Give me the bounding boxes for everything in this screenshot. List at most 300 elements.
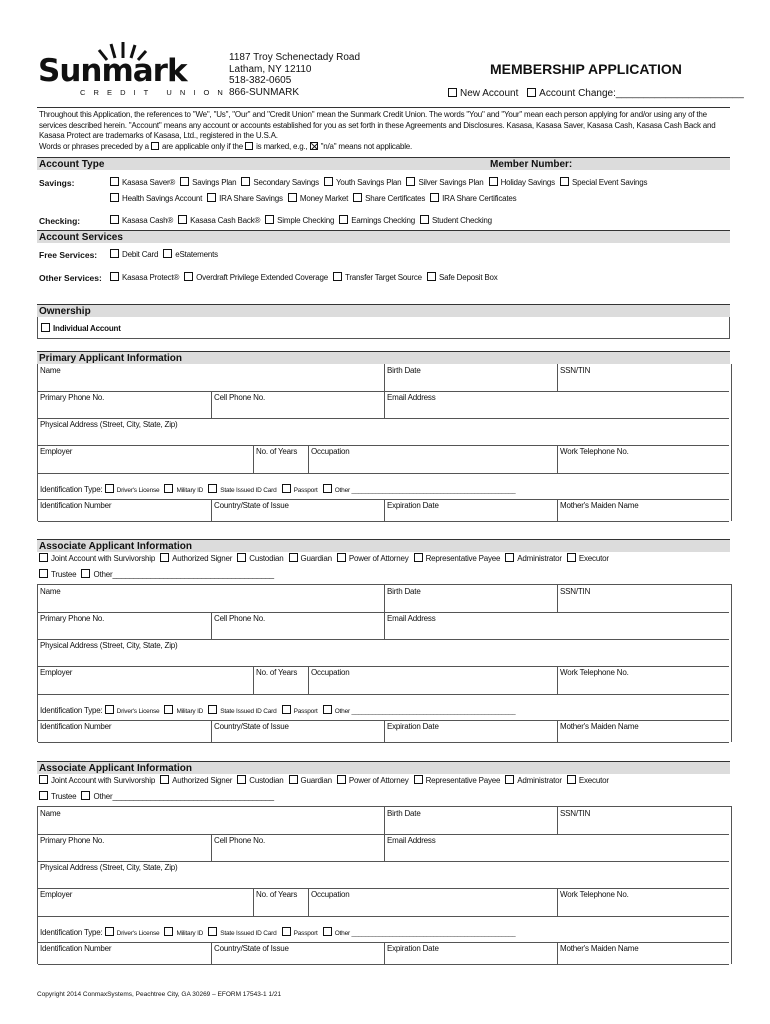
services-free-0-label: Debit Card	[122, 250, 159, 259]
labels-expiration-label: Expiration Date	[387, 501, 439, 510]
opt-debit-card[interactable]	[110, 249, 158, 259]
maiden-name-field[interactable]	[557, 942, 730, 964]
checkbox[interactable]	[324, 177, 333, 186]
expiration-field[interactable]	[384, 720, 557, 742]
associate-roles-3-label: Guardian	[300, 776, 332, 785]
checkbox[interactable]	[337, 775, 346, 784]
associate-roles-3-label: Guardian	[300, 554, 332, 563]
labels-primary-phone-label: Primary Phone No.	[40, 836, 105, 845]
labels-occupation-label: Occupation	[311, 890, 350, 899]
checkbox[interactable]	[420, 215, 429, 224]
id-number-field[interactable]	[38, 720, 211, 742]
checkbox[interactable]	[184, 272, 193, 281]
checkbox[interactable]	[560, 177, 569, 186]
labels-id-number-label: Identification Number	[40, 944, 112, 953]
role-other[interactable]	[81, 569, 273, 579]
id-drivers-license-checkbox[interactable]	[105, 484, 114, 493]
work-phone-field[interactable]	[557, 666, 730, 694]
address-field[interactable]	[38, 639, 729, 666]
intro-p2d-label: "n/a" means not applicable.	[320, 141, 413, 151]
expiration-field[interactable]	[384, 499, 557, 521]
account-type-savings-row2-2-label: Money Market	[299, 194, 349, 203]
associate-roles-2-label: Custodian	[249, 776, 284, 785]
labels-address-label: Physical Address (Street, City, State, Zip)	[40, 420, 178, 429]
occupation-field[interactable]	[308, 888, 557, 916]
id-state-card-checkbox[interactable]	[208, 484, 217, 493]
labels-id-types-0-label: Driver's License	[116, 487, 160, 494]
opt-youth-savings[interactable]	[324, 177, 402, 187]
country-field[interactable]	[211, 720, 384, 742]
labels-id-types-1-label: Military ID	[176, 930, 204, 937]
birth-date-field[interactable]	[384, 364, 557, 391]
checkbox[interactable]	[353, 193, 362, 202]
checkbox[interactable]	[81, 569, 90, 578]
associate-roles-5-label: Representative Payee	[425, 554, 501, 563]
associate-roles-2	[39, 775, 614, 785]
opt-simple-checking[interactable]	[265, 215, 334, 225]
labels-id-types-2-label: State Issued ID Card	[220, 930, 277, 937]
years-field[interactable]	[253, 666, 308, 694]
maiden-name-field[interactable]	[557, 499, 730, 521]
labels-id-types-1-label: Military ID	[176, 708, 204, 715]
labels-maiden-label: Mother's Maiden Name	[560, 501, 639, 510]
checkbox[interactable]	[39, 775, 48, 784]
checking-label: Checking:	[39, 216, 81, 226]
account-type-savings-row2-0-label: Health Savings Account	[122, 194, 203, 203]
account-change-label: Account Change:_______________________	[539, 88, 744, 99]
maiden-name-field[interactable]	[557, 720, 730, 742]
labels-primary-phone-label: Primary Phone No.	[40, 393, 105, 402]
id-number-field[interactable]	[38, 499, 211, 521]
labels-id-types-0-label: Driver's License	[116, 930, 160, 937]
opt-savings-plan[interactable]	[180, 177, 236, 187]
phone-alt: 866-SUNMARK	[229, 86, 300, 98]
cell-phone-field[interactable]	[211, 612, 384, 639]
checkbox[interactable]	[163, 249, 172, 258]
occupation-field[interactable]	[308, 445, 557, 473]
labels-maiden-label: Mother's Maiden Name	[560, 944, 639, 953]
account-change-checkbox[interactable]	[527, 88, 536, 97]
ownership-heading	[37, 304, 730, 317]
checkbox[interactable]	[237, 775, 246, 784]
account-type-checking-0-label: Kasasa Cash®	[122, 216, 174, 225]
savings-label: Savings:	[39, 178, 75, 188]
opt-transfer-target[interactable]	[333, 272, 422, 282]
intro-legend	[39, 142, 728, 153]
country-field[interactable]	[211, 942, 384, 964]
associate-other-label: Other______________________________________	[93, 570, 274, 579]
checkbox[interactable]	[110, 193, 119, 202]
checkbox[interactable]	[237, 553, 246, 562]
labels-id-type-label: Identification Type:	[40, 485, 103, 494]
associate-roles-1b	[39, 569, 279, 579]
id-military-checkbox[interactable]	[164, 927, 173, 936]
account-type-heading-label: Account Type	[39, 159, 105, 170]
checkbox[interactable]	[39, 569, 48, 578]
labels-cell-phone-label: Cell Phone No.	[214, 393, 266, 402]
checkbox[interactable]	[289, 775, 298, 784]
opt-special-event-savings[interactable]	[560, 177, 647, 187]
labels-id-types-0-label: Driver's License	[116, 708, 160, 715]
role-administrator[interactable]	[505, 775, 562, 785]
address-line1: 1187 Troy Schenectady Road	[229, 52, 361, 63]
labels-years-label: No. of Years	[256, 890, 298, 899]
opt-hsa[interactable]	[110, 193, 202, 203]
checkbox[interactable]	[241, 177, 250, 186]
labels-email-label: Email Address	[387, 836, 436, 845]
opt-kasasa-cash[interactable]	[110, 215, 173, 225]
new-account-checkbox[interactable]	[448, 88, 457, 97]
services-other-2-label: Transfer Target Source	[344, 273, 422, 282]
account-type-checking-1-label: Kasasa Cash Back®	[190, 216, 261, 225]
id-type-row	[40, 484, 515, 494]
email-field[interactable]	[384, 612, 730, 639]
associate-roles-5-label: Representative Payee	[425, 776, 501, 785]
role-representative-payee[interactable]	[414, 553, 501, 563]
checkbox[interactable]	[339, 215, 348, 224]
labels-cell-phone-label: Cell Phone No.	[214, 614, 266, 623]
expiration-field[interactable]	[384, 942, 557, 964]
labels-id-type-label: Identification Type:	[40, 706, 103, 715]
labels-id-other-label: Other ________________________________________________	[334, 930, 516, 937]
labels-id-number-label: Identification Number	[40, 722, 112, 731]
role-joint[interactable]	[39, 553, 155, 563]
checkbox[interactable]	[333, 272, 342, 281]
labels-work-phone-label: Work Telephone No.	[560, 668, 629, 677]
account-type-heading	[37, 157, 730, 170]
work-phone-field[interactable]	[557, 445, 730, 473]
role-executor[interactable]	[567, 775, 609, 785]
checkbox[interactable]	[489, 177, 498, 186]
checkbox[interactable]	[265, 215, 274, 224]
role-trustee[interactable]	[39, 569, 76, 579]
checkbox[interactable]	[430, 193, 439, 202]
role-custodian[interactable]	[237, 553, 283, 563]
cell-phone-field[interactable]	[211, 391, 384, 418]
associate-applicant-section-2	[37, 806, 732, 964]
checkbox[interactable]	[505, 775, 514, 784]
labels-primary-phone-label: Primary Phone No.	[40, 614, 105, 623]
opt-money-market[interactable]	[288, 193, 348, 203]
role-other[interactable]	[81, 791, 273, 801]
role-authorized-signer[interactable]	[160, 553, 232, 563]
opt-ira-share-certificates[interactable]	[430, 193, 516, 203]
associate-roles-7-label: Executor	[578, 554, 609, 563]
address-block	[229, 52, 360, 98]
free-services-label: Free Services:	[39, 250, 98, 260]
email-field[interactable]	[384, 391, 730, 418]
years-field[interactable]	[253, 888, 308, 916]
labels-email-label: Email Address	[387, 393, 436, 402]
services-other-3-label: Safe Deposit Box	[438, 273, 498, 282]
role-guardian[interactable]	[289, 553, 332, 563]
checkbox[interactable]	[414, 775, 423, 784]
labels-cell-phone-label: Cell Phone No.	[214, 836, 266, 845]
opt-individual-account[interactable]	[41, 323, 121, 333]
account-type-savings-row1-4-label: Silver Savings Plan	[418, 178, 484, 187]
new-account-label: New Account	[460, 88, 519, 99]
id-state-card-checkbox[interactable]	[208, 927, 217, 936]
labels-occupation-label: Occupation	[311, 668, 350, 677]
labels-occupation-label: Occupation	[311, 447, 350, 456]
services-other-1-label: Overdraft Privilege Extended Coverage	[196, 273, 328, 282]
savings-options-row2	[110, 193, 521, 203]
labels-address-label: Physical Address (Street, City, State, Zip)	[40, 641, 178, 650]
account-type-checking-3-label: Earnings Checking	[351, 216, 415, 225]
employer-field[interactable]	[38, 666, 253, 694]
address-field[interactable]	[38, 418, 729, 445]
id-type-row	[40, 705, 515, 715]
intro-p2b-label: are applicable only if the	[161, 141, 244, 151]
opt-ira-share-savings[interactable]	[207, 193, 283, 203]
member-number-label: Member Number:	[490, 159, 573, 170]
labels-years-label: No. of Years	[256, 447, 298, 456]
intro-p2a-label: Words or phrases preceded by a	[39, 141, 149, 151]
cell-phone-field[interactable]	[211, 834, 384, 861]
checkbox[interactable]	[110, 249, 119, 258]
other-services-options	[110, 272, 503, 282]
labels-id-types-2-label: State Issued ID Card	[220, 487, 277, 494]
associate-roles-7-label: Executor	[578, 776, 609, 785]
savings-options-row1	[110, 177, 652, 187]
labels-name-label: Name	[40, 587, 61, 596]
labels-years-label: No. of Years	[256, 668, 298, 677]
associate-other-label: Other______________________________________	[93, 792, 274, 801]
associate-roles-1-label: Authorized Signer	[172, 776, 233, 785]
intro-box	[37, 107, 730, 156]
labels-employer-label: Employer	[40, 890, 73, 899]
checkbox[interactable]	[289, 553, 298, 562]
occupation-field[interactable]	[308, 666, 557, 694]
opt-kasasa-protect[interactable]	[110, 272, 179, 282]
opt-secondary-savings[interactable]	[241, 177, 319, 187]
associate-roles-6-label: Administrator	[517, 554, 562, 563]
checkbox[interactable]	[110, 272, 119, 281]
associate-roles-2b	[39, 791, 279, 801]
other-services-label: Other Services:	[39, 273, 102, 283]
name-field[interactable]	[38, 585, 384, 612]
opt-student-checking[interactable]	[420, 215, 492, 225]
role-representative-payee[interactable]	[414, 775, 501, 785]
id-other-checkbox[interactable]	[323, 927, 332, 936]
id-passport-checkbox[interactable]	[282, 484, 291, 493]
labels-id-types-1-label: Military ID	[176, 487, 204, 494]
name-field[interactable]	[38, 807, 384, 834]
services-other-0-label: Kasasa Protect®	[122, 273, 180, 282]
associate-applicant-heading-1	[37, 539, 730, 552]
checkbox[interactable]	[110, 177, 119, 186]
address-line2: Latham, NY 12110	[229, 63, 312, 75]
legend-checkbox	[151, 142, 159, 150]
logo	[38, 40, 226, 97]
free-services-options	[110, 249, 223, 259]
role-custodian[interactable]	[237, 775, 283, 785]
checkbox[interactable]	[160, 775, 169, 784]
labels-id-type-label: Identification Type:	[40, 928, 103, 937]
associate-applicant-heading-2	[37, 761, 730, 774]
associate-roles-1-label: Authorized Signer	[172, 554, 233, 563]
legend-checked-checkbox	[310, 142, 318, 150]
checkbox[interactable]	[505, 553, 514, 562]
services-heading-label: Account Services	[39, 232, 123, 243]
opt-overdraft-privilege[interactable]	[184, 272, 328, 282]
associate-trustee-label: Trustee	[51, 570, 77, 579]
labels-id-other-label: Other ________________________________________________	[334, 708, 516, 715]
associate-roles-2-label: Custodian	[249, 554, 284, 563]
associate-roles-0-label: Joint Account with Survivorship	[51, 776, 156, 785]
role-guardian[interactable]	[289, 775, 332, 785]
account-type-savings-row1-1-label: Savings Plan	[192, 178, 237, 187]
labels-id-types-3-label: Passport	[293, 708, 318, 715]
checkbox[interactable]	[414, 553, 423, 562]
checkbox[interactable]	[288, 193, 297, 202]
labels-id-other-label: Other ________________________________________________	[334, 487, 516, 494]
checkbox[interactable]	[110, 215, 119, 224]
id-passport-checkbox[interactable]	[282, 705, 291, 714]
id-number-field[interactable]	[38, 942, 211, 964]
page-title: MEMBERSHIP APPLICATION	[490, 61, 682, 77]
intro-p2c-label: is marked, e.g.,	[256, 141, 308, 151]
opt-earnings-checking[interactable]	[339, 215, 415, 225]
checkbox[interactable]	[160, 553, 169, 562]
ssn-field[interactable]	[557, 585, 730, 612]
labels-birth-date-label: Birth Date	[387, 809, 421, 818]
employer-field[interactable]	[38, 445, 253, 473]
id-drivers-license-checkbox[interactable]	[105, 705, 114, 714]
name-field[interactable]	[38, 364, 384, 391]
labels-work-phone-label: Work Telephone No.	[560, 447, 629, 456]
associate-heading-label: Associate Applicant Information	[39, 541, 192, 552]
id-type-row	[40, 927, 515, 937]
checkbox[interactable]	[337, 553, 346, 562]
labels-address-label: Physical Address (Street, City, State, Zip)	[40, 863, 178, 872]
id-other-checkbox[interactable]	[323, 484, 332, 493]
labels-id-types-3-label: Passport	[293, 487, 318, 494]
checkbox[interactable]	[39, 791, 48, 800]
associate-roles-0-label: Joint Account with Survivorship	[51, 554, 156, 563]
primary-phone-field[interactable]	[38, 834, 211, 861]
associate-trustee-label: Trustee	[51, 792, 77, 801]
labels-name-label: Name	[40, 366, 61, 375]
labels-country-label: Country/State of Issue	[214, 501, 289, 510]
checkbox[interactable]	[81, 791, 90, 800]
labels-birth-date-label: Birth Date	[387, 366, 421, 375]
opt-safe-deposit-box[interactable]	[427, 272, 498, 282]
opt-kasasa-cash-back[interactable]	[178, 215, 260, 225]
ownership-heading-label: Ownership	[39, 306, 91, 317]
checkbox[interactable]	[567, 553, 576, 562]
ownership-individual-label: Individual Account	[53, 324, 121, 333]
role-authorized-signer[interactable]	[160, 775, 232, 785]
services-free-1-label: eStatements	[175, 250, 218, 259]
logo-text: Sunmark	[38, 53, 187, 89]
country-field[interactable]	[211, 499, 384, 521]
labels-employer-label: Employer	[40, 447, 73, 456]
years-field[interactable]	[253, 445, 308, 473]
account-status-options	[448, 88, 744, 99]
ssn-field[interactable]	[557, 807, 730, 834]
opt-holiday-savings[interactable]	[489, 177, 555, 187]
employer-field[interactable]	[38, 888, 253, 916]
email-field[interactable]	[384, 834, 730, 861]
labels-id-number-label: Identification Number	[40, 501, 112, 510]
opt-estatements[interactable]	[163, 249, 218, 259]
role-power-of-attorney[interactable]	[337, 553, 409, 563]
primary-phone-field[interactable]	[38, 391, 211, 418]
checkbox[interactable]	[41, 323, 50, 332]
associate-roles-1	[39, 553, 614, 563]
role-power-of-attorney[interactable]	[337, 775, 409, 785]
ownership-box	[37, 317, 730, 339]
primary-heading-label: Primary Applicant Information	[39, 353, 182, 364]
primary-phone-field[interactable]	[38, 612, 211, 639]
id-other-checkbox[interactable]	[323, 705, 332, 714]
id-passport-checkbox[interactable]	[282, 927, 291, 936]
labels-name-label: Name	[40, 809, 61, 818]
opt-share-certificates[interactable]	[353, 193, 425, 203]
labels-birth-date-label: Birth Date	[387, 587, 421, 596]
opt-kasasa-saver[interactable]	[110, 177, 175, 187]
legend-checkbox-2	[245, 142, 253, 150]
checkbox[interactable]	[406, 177, 415, 186]
associate-roles-4-label: Power of Attorney	[348, 554, 409, 563]
labels-country-label: Country/State of Issue	[214, 722, 289, 731]
checkbox[interactable]	[427, 272, 436, 281]
birth-date-field[interactable]	[384, 585, 557, 612]
ssn-field[interactable]	[557, 364, 730, 391]
account-type-checking-4-label: Student Checking	[431, 216, 492, 225]
intro-text: Throughout this Application, the references to "We", "Us", "Our" and "Credit Union" mean the Sunmark Credit Union. The words "You" and "Your" mean each person applying for and/or using any of the services described herein. "Account" means any account or accounts established for you as set forth in these Agreements and Disclosures. Kasasa, Kasasa Saver, Kasasa Cash, Kasasa Cash Back and Kasasa Protect are trademarks of Kasasa, Ltd., registered in the U.S.A.	[39, 110, 716, 140]
associate-applicant-section-1	[37, 584, 732, 742]
labels-work-phone-label: Work Telephone No.	[560, 890, 629, 899]
role-executor[interactable]	[567, 553, 609, 563]
account-type-savings-row1-2-label: Secondary Savings	[253, 178, 319, 187]
role-trustee[interactable]	[39, 791, 76, 801]
birth-date-field[interactable]	[384, 807, 557, 834]
checkbox[interactable]	[207, 193, 216, 202]
checkbox[interactable]	[178, 215, 187, 224]
role-administrator[interactable]	[505, 553, 562, 563]
opt-silver-savings[interactable]	[406, 177, 483, 187]
id-drivers-license-checkbox[interactable]	[105, 927, 114, 936]
primary-applicant-heading	[37, 351, 730, 364]
labels-email-label: Email Address	[387, 614, 436, 623]
primary-applicant-section	[37, 364, 732, 521]
logo-subtext: C R E D I T U N I O N	[80, 88, 226, 97]
account-type-savings-row2-3-label: Share Certificates	[365, 194, 426, 203]
checkbox[interactable]	[39, 553, 48, 562]
id-military-checkbox[interactable]	[164, 484, 173, 493]
phone: 518-382-0605	[229, 75, 292, 86]
labels-expiration-label: Expiration Date	[387, 944, 439, 953]
labels-id-types-3-label: Passport	[293, 930, 318, 937]
associate-roles-6-label: Administrator	[517, 776, 562, 785]
account-type-savings-row1-6-label: Special Event Savings	[571, 178, 648, 187]
checkbox[interactable]	[567, 775, 576, 784]
account-type-savings-row1-3-label: Youth Savings Plan	[335, 178, 402, 187]
work-phone-field[interactable]	[557, 888, 730, 916]
account-type-savings-row1-0-label: Kasasa Saver®	[122, 178, 176, 187]
labels-id-types-2-label: State Issued ID Card	[220, 708, 277, 715]
role-joint[interactable]	[39, 775, 155, 785]
checkbox[interactable]	[180, 177, 189, 186]
labels-ssn-label: SSN/TIN	[560, 809, 591, 818]
address-field[interactable]	[38, 861, 729, 888]
id-state-card-checkbox[interactable]	[208, 705, 217, 714]
labels-ssn-label: SSN/TIN	[560, 366, 591, 375]
id-military-checkbox[interactable]	[164, 705, 173, 714]
account-type-savings-row2-1-label: IRA Share Savings	[219, 194, 283, 203]
